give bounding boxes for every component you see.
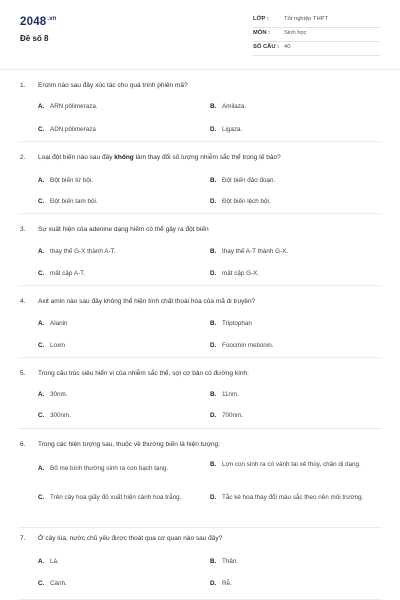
option-c[interactable]: C. 300nm. [38,412,72,419]
question-number: 7. [20,535,26,542]
question-number: 2. [20,154,26,161]
meta-label: SỐ CÂU : [253,44,280,50]
option-d[interactable]: D. 700nm. [210,412,244,419]
site-logo[interactable] [20,16,57,28]
question-block [0,358,400,429]
option-d[interactable]: D. mất cặp G-X. [210,270,260,277]
exam-title: Đề số 8 [20,34,49,43]
option-a[interactable]: A. Bố mẹ bình thường sinh ra con bạch tạng. [38,465,169,472]
option-a[interactable]: A. thay thế G-X thành A-T. [38,248,116,255]
meta-row-count [253,42,380,56]
option-b[interactable]: B. thay thế A-T thành G-X. [210,248,289,255]
option-c[interactable]: C. mất cặp A-T. [38,270,85,277]
option-d[interactable]: D. Foocmin metionin. [210,342,274,349]
meta-row-subject [253,28,380,42]
option-c[interactable]: C. Trên cây hoa giấy đỏ xuất hiện cành hoa trắng. [38,494,182,501]
option-a[interactable]: A. Đột biến tứ bội. [38,177,94,184]
question-text: Trong các hiện tượng sau, thuộc về thường biến là hiện tượng: [38,441,221,448]
question-text: Loại đột biến nào sau đây không làm thay đổi số lượng nhiễm sắc thể trong tế bào? [38,154,281,161]
question-block [0,429,400,528]
option-c[interactable]: C. Loxin [38,342,66,349]
question-block [0,142,400,214]
option-b[interactable]: B. Triptophan [210,320,252,327]
question-block [0,214,400,286]
meta-label: MÔN : [253,30,271,36]
meta-value: Sinh học [284,30,307,36]
exam-header [0,0,400,76]
logo-main-text: 2048 [20,16,47,28]
question-number: 5. [20,370,26,377]
question-number: 6. [20,441,26,448]
question-number: 3. [20,226,26,233]
option-a[interactable]: A. ARN pôlimeraza. [38,103,98,110]
question-text: Enzim nào sau đây xúc tác cho quá trình phiên mã? [38,82,188,89]
question-text: Trong cấu trúc siêu hiển vi của nhiễm sắc thể, sợi cơ bản có đường kính: [38,370,249,377]
option-b[interactable]: B. Đột biến đảo đoạn. [210,177,276,184]
question-text: Ở cây lúa, nước chủ yếu được thoát qua cơ quan nào sau đây? [38,535,223,542]
option-c[interactable]: C. ADN pôlimeraza [38,126,96,133]
option-b[interactable]: B. Thân. [210,558,239,565]
option-d[interactable]: D. Tắc kè hoa thay đổi màu sắc theo nền môi trường. [210,494,364,501]
option-d[interactable]: D. Đột biến lệch bội. [210,198,271,205]
option-a[interactable]: A. Alanin [38,320,68,327]
question-block [0,286,400,358]
option-c[interactable]: C. Cành. [38,580,67,587]
option-b[interactable]: B. Lợn con sinh ra có vành tai xẻ thùy, chân dị dạng. [210,461,361,468]
question-text: Sự xuất hiện của adenine dạng hiếm có thể gây ra đột biến [38,226,209,233]
option-d[interactable]: D. Rễ. [210,580,232,587]
question-number: 4. [20,298,26,305]
option-c[interactable]: C. Đột biến tam bội. [38,198,98,205]
question-block [0,528,400,600]
meta-value: 40 [284,44,291,50]
option-d[interactable]: D. Ligaza. [210,126,243,133]
meta-label: LỚP : [253,16,269,22]
question-block [0,70,400,142]
option-b[interactable]: B. 11nm. [210,391,240,398]
option-a[interactable]: A. Lá. [38,558,59,565]
meta-value: Tốt nghiệp THPT [284,16,329,22]
logo-suffix-text: .vn [47,16,57,22]
meta-row-class [253,14,380,28]
question-text: Axit amin nào sau đây không thể hiện tính chất thoái hóa của mã di truyền? [38,298,256,305]
question-number: 1. [20,82,26,89]
option-b[interactable]: B. Amilaza. [210,103,247,110]
option-a[interactable]: A. 30nm. [38,391,68,398]
